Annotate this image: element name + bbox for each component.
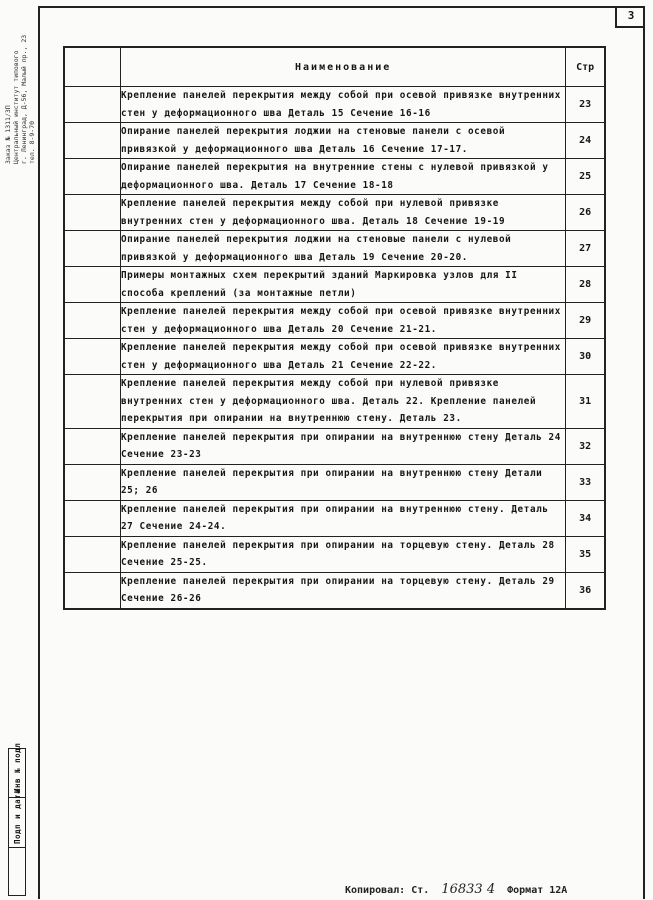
table-row xyxy=(64,87,605,123)
row-page: 30 xyxy=(566,339,605,375)
row-text: Примеры монтажных схем перекрытий зданий Маркировка узлов для II способа креплений (за монтажные петли) xyxy=(120,267,565,303)
contents-table xyxy=(63,46,606,610)
row-text: Крепление панелей перекрытия между собой при осевой привязке внутренних стен у деформационного шва Деталь 20 Сечение 21-21. xyxy=(120,303,565,339)
footer-copied: Копировал: Ст. xyxy=(345,885,430,896)
header-page: Стр xyxy=(566,47,605,87)
row-page: 31 xyxy=(566,375,605,429)
row-text: Опирание панелей перекрытия на внутренние стены с нулевой привязкой у деформационного шва. Деталь 17 Сечение 18-18 xyxy=(120,159,565,195)
row-text: Крепление панелей перекрытия при опирании на внутреннюю стену Детали 25; 26 xyxy=(120,464,565,500)
table-row xyxy=(64,500,605,536)
row-text: Крепление панелей перекрытия между собой при осевой привязке внутренних стен у деформационного шва Деталь 15 Сечение 16-16 xyxy=(120,87,565,123)
stamp-line: г. Ленинград, Д-56, Малый пр., 23 xyxy=(20,34,28,164)
table-row xyxy=(64,267,605,303)
row-page: 33 xyxy=(566,464,605,500)
row-page: 25 xyxy=(566,159,605,195)
page-number: 3 xyxy=(615,6,645,28)
row-text: Крепление панелей перекрытия при опирании на внутреннюю стену Деталь 24 Сечение 23-23 xyxy=(120,428,565,464)
row-page: 36 xyxy=(566,572,605,609)
table-row xyxy=(64,572,605,609)
lead-cell xyxy=(64,47,120,87)
table-row xyxy=(64,339,605,375)
row-text: Крепление панелей перекрытия при опирании на торцевую стену. Деталь 29 Сечение 26-26 xyxy=(120,572,565,609)
left-margin-stamp xyxy=(4,24,36,164)
table-row xyxy=(64,536,605,572)
row-page: 35 xyxy=(566,536,605,572)
table-header-row xyxy=(64,47,605,87)
footer-order-number: 16833 4 xyxy=(441,882,496,897)
row-page: 29 xyxy=(566,303,605,339)
table-row xyxy=(64,195,605,231)
row-text: Крепление панелей перекрытия при опирании на внутреннюю стену. Деталь 27 Сечение 24-24. xyxy=(120,500,565,536)
row-text: Крепление панелей перекрытия между собой при нулевой привязке внутренних стен у деформационного шва. Деталь 22. Крепление панелей перекрытия при опирании на внутреннюю стену. Деталь 23. xyxy=(120,375,565,429)
table-row xyxy=(64,375,605,429)
table-row xyxy=(64,464,605,500)
table-row xyxy=(64,303,605,339)
side-signature-table xyxy=(8,742,26,896)
row-page: 24 xyxy=(566,123,605,159)
row-text: Крепление панелей перекрытия между собой при осевой привязке внутренних стен у деформационного шва Деталь 21 Сечение 22-22. xyxy=(120,339,565,375)
table-row xyxy=(64,428,605,464)
footer-format: Формат 12А xyxy=(507,885,568,896)
table-row xyxy=(64,159,605,195)
stamp-line: Центральный институт типового xyxy=(12,50,20,164)
row-page: 26 xyxy=(566,195,605,231)
row-page: 27 xyxy=(566,231,605,267)
stamp-line: тел. 8-9-70 xyxy=(28,120,36,164)
row-text: Крепление панелей перекрытия между собой при нулевой привязке внутренних стен у деформационного шва. Деталь 18 Сечение 19-19 xyxy=(120,195,565,231)
stamp-text xyxy=(4,24,36,164)
row-text: Опирание панелей перекрытия лоджии на стеновые панели с нулевой привязкой у деформационного шва Деталь 19 Сечение 20-20. xyxy=(120,231,565,267)
table-row xyxy=(64,231,605,267)
side-label-sign: Подп и дата xyxy=(13,788,22,844)
row-page: 28 xyxy=(566,267,605,303)
side-cell-sign xyxy=(9,788,25,847)
side-cell-empty xyxy=(9,847,25,895)
row-text: Крепление панелей перекрытия при опирании на торцевую стену. Деталь 28 Сечение 25-25. xyxy=(120,536,565,572)
row-text: Опирание панелей перекрытия лоджии на стеновые панели с осевой привязкой у деформационного шва Деталь 16 Сечение 17-17. xyxy=(120,123,565,159)
row-page: 32 xyxy=(566,428,605,464)
row-page: 23 xyxy=(566,87,605,123)
stamp-line: Заказ № 1311/3П xyxy=(4,105,12,164)
row-page: 34 xyxy=(566,500,605,536)
table-row xyxy=(64,123,605,159)
side-label-inv: Инв № подл xyxy=(13,742,22,793)
footer-stamp xyxy=(345,882,567,897)
header-name: Наименование xyxy=(120,47,565,87)
